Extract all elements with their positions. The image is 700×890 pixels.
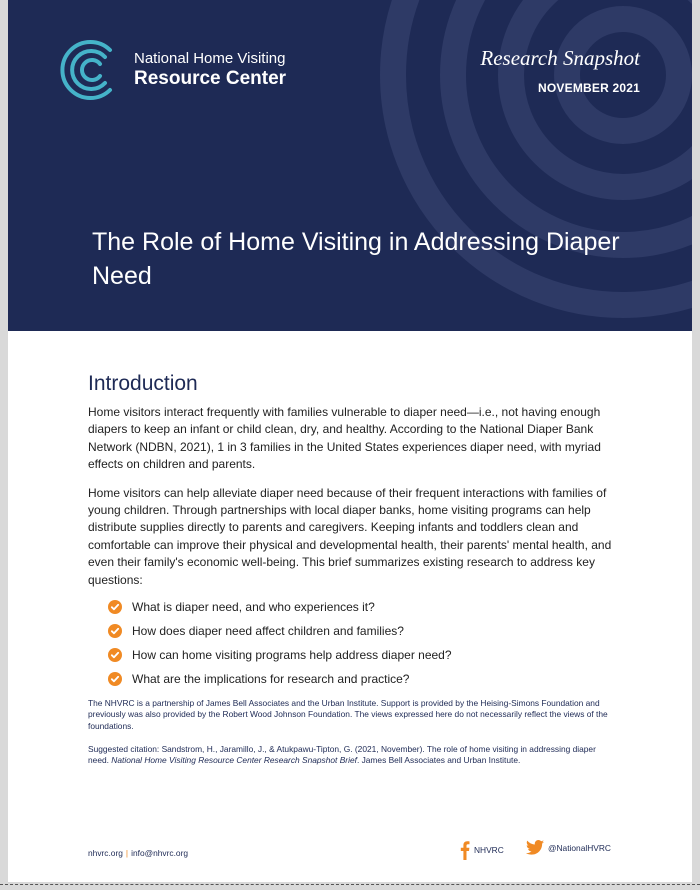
publication-date: NOVEMBER 2021 — [538, 81, 640, 95]
question-text: What is diaper need, and who experiences it? — [132, 599, 375, 614]
twitter-icon — [526, 840, 544, 855]
suggested-citation — [88, 744, 618, 767]
org-name-line1: National Home Visiting — [134, 50, 286, 68]
nhvrc-logo[interactable] — [60, 38, 286, 102]
question-text: How does diaper need affect children and families? — [132, 623, 404, 638]
key-questions-list — [108, 600, 618, 686]
question-text: What are the implications for research and practice? — [132, 671, 410, 686]
series-title: Research Snapshot — [480, 46, 640, 70]
org-name-line2: Resource Center — [134, 67, 287, 89]
header-banner — [8, 0, 692, 331]
facebook-handle: NHVRC — [474, 845, 504, 855]
section-heading: Introduction — [88, 372, 198, 395]
main-content — [88, 372, 618, 767]
nhvrc-logo-icon — [60, 38, 124, 102]
twitter-link[interactable] — [526, 840, 611, 855]
question-text: How can home visiting programs help address diaper need? — [132, 647, 452, 662]
facebook-icon — [460, 840, 470, 860]
document-page — [8, 0, 692, 882]
footer-separator: | — [125, 848, 129, 858]
check-circle-icon — [108, 624, 122, 638]
twitter-handle: @NationalHVRC — [548, 842, 611, 853]
intro-paragraph-1: Home visitors interact frequently with families vulnerable to diaper need—i.e., not having enough diapers to keep an infant or child clean, dry, and healthy. According to the National Diaper Bank Network (NDBN, 2021), 1 in 3 families in the United States experiences diaper need, with myriad effects on children and parents. — [88, 405, 601, 472]
document-title: The Role of Home Visiting in Addressing Diaper Need — [92, 228, 620, 290]
website-link[interactable]: nhvrc.org — [88, 848, 123, 858]
list-item — [108, 600, 618, 614]
email-link[interactable]: info@nhvrc.org — [131, 848, 189, 858]
partnership-note: The NHVRC is a partnership of James Bell Associates and the Urban Institute. Support is provided by the Heising-Simons Foundation and previously was also provided by the Robert Wood Johnson Foundation. The views expressed here do not necessarily reflect the views of the foundations. — [88, 697, 608, 731]
list-item — [108, 672, 618, 686]
check-circle-icon — [108, 672, 122, 686]
citation-text: Suggested citation: Sandstrom, H., Jaramillo, J., & Atukpawu-Tipton, G. (2021, November). The role of home visiting in addressing diaper need. — [88, 743, 596, 766]
publication-info — [480, 46, 640, 95]
list-item — [108, 624, 618, 638]
check-circle-icon — [108, 600, 122, 614]
list-item — [108, 648, 618, 662]
page-break-divider — [0, 884, 700, 885]
citation-publisher: . James Bell Associates and Urban Institute. — [356, 755, 521, 766]
intro-paragraph-2: Home visitors can help alleviate diaper need because of their frequent interactions with families of young children. Through partnerships with local diaper banks, home visiting programs can help distribute supplies directly to parents and caregivers. Keeping infants and toddlers clean and comfortable can improve their physical and developmental health, their parents' mental health, and even their family's economic well-being. This brief summarizes existing research to address key questions: — [88, 485, 612, 587]
check-circle-icon — [108, 648, 122, 662]
citation-publication: National Home Visiting Resource Center Research Snapshot Brief — [111, 755, 357, 766]
facebook-link[interactable] — [460, 840, 504, 860]
